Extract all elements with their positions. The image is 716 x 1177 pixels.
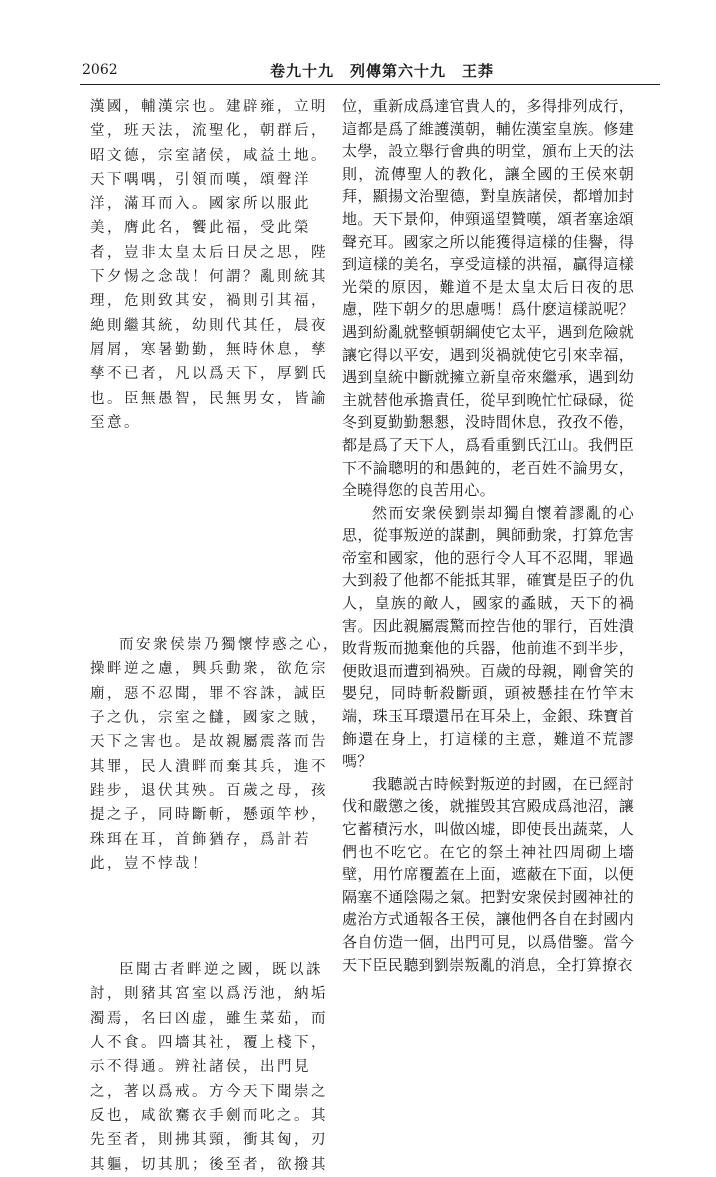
translation-paragraph-3: 我聽説古時候對叛逆的封國，在已經討伐和嚴懲之後，就摧毁其宫殿成爲池沼，讓它蓄積污水，叫做凶墟，即使長出蔬菜，人們也不吃它。在它的祭土神社四周砌上墻壁，用竹席覆蓋在上面，遮蔽在下面，以便隔塞不通陰陽之氣。把對安衆侯封國神社的處治方式通報各王侯，讓他們各自在封國内各自仿造一個，出門可見，以爲借鑒。當今天下臣民聽到劉崇叛亂的消息，全打算撩衣 <box>342 774 634 974</box>
classical-paragraph-3: 臣聞古者畔逆之國，既以誅討，則豬其宮室以爲汚池，納垢濁焉，名曰凶虚，雖生菜茹，而人不食。四墻其社，覆上棧下，示不得通。辨社諸侯，出門見之，著以爲戒。方今天下聞崇之反也，咸欲騫衣手劍而叱之。其先至者，則拂其頸，衝其匈，刃其軀，切其肌；後至者，欲撥其 <box>90 962 328 1173</box>
page-number: 2062 <box>82 62 118 78</box>
classical-paragraph-1: 漢國，輔漢宗也。建辟雍，立明堂，班天法，流聖化，朝群后，昭文德，宗室諸侯，咸益土地。天下喁喁，引領而嘆，頌聲洋洋，滿耳而入。國家所以服此美，膺此名，饗此福，受此榮者，豈非太皇太后日昃之思，陛下夕惕之念哉！何謂？亂則統其理，危則致其安，禍則引其福，絶則繼其統，幼則代其任，晨夜屑屑，寒暑勤勤，無時休息，孳孳不已者，凡以爲天下，厚劉氏也。臣無愚智，民無男女，皆諭至意。 <box>90 99 328 431</box>
page-header <box>80 60 660 85</box>
translation-paragraph-2: 然而安衆侯劉崇却獨自懷着謬亂的心思，從事叛逆的謀劃，興師動衆，打算危害帝室和國家，他的惡行令人耳不忍聞，罪過大到殺了他都不能抵其罪，確實是臣子的仇人，皇族的敵人，國家的蟊賊，天下的禍害。因此親屬震驚而控告他的罪行，百姓潰敗背叛而拋棄他的兵器，他前進不到半步，便敗退而遭到禍殃。百歲的母親，剛會笑的嬰兒，同時斬殺斷頭，頭被懸挂在竹竿末端，珠玉耳環還吊在耳朵上，金銀、珠寶首飾還在身上，打這樣的主意，難道不荒謬嗎？ <box>342 503 634 771</box>
translation-text-column <box>342 95 634 976</box>
translation-paragraph-1: 位，重新成爲達官貴人的，多得排列成行，這都是爲了維護漢朝，輔佐漢室皇族。修建太學，設立舉行會典的明堂，頒布上天的法則，流傳聖人的教化，讓全國的王侯來朝拜，顯揚文治聖德，對皇族諸侯，都增加封地。天下景仰，伸頸遥望贊嘆，頌者塞途頌聲充耳。國家之所以能獲得這樣的佳譽，得到這樣的美名，享受這樣的洪福，贏得這樣光榮的原因，難道不是太皇太后日夜的思慮，陛下朝夕的思慮嗎！爲什麽這樣説呢？遇到紛亂就整頓朝綱使它太平，遇到危險就讓它得以平安，遇到災禍就使它引來幸福，遇到皇統中斷就擁立新皇帝來繼承，遇到幼主就替他承擔責任，從早到晚忙忙碌碌，從冬到夏勤勤懇懇，没時間休息，孜孜不倦，都是爲了天下人，爲看重劉氏江山。我們臣下不論聰明的和愚鈍的，老百姓不論男女，全曉得您的良苦用心。 <box>342 97 634 500</box>
paragraph-gap <box>90 876 340 958</box>
paragraph-gap <box>90 435 340 633</box>
classical-text-column <box>90 95 340 1177</box>
classical-paragraph-2: 而安衆侯崇乃獨懷悖惑之心，操畔逆之慮，興兵動衆，欲危宗廟，惡不忍聞，罪不容誅，誠臣子之仇，宗室之讎，國家之賊，天下之害也。是故親屬震落而告其罪，民人潰畔而棄其兵，進不跬步，退伏其殃。百歲之母，孩提之子，同時斷斬，懸頭竿杪，珠珥在耳，首飾猶存，爲計若此，豈不悖哉！ <box>90 637 340 872</box>
running-head: 卷九十九 列傳第六十九 王莽 <box>270 62 495 80</box>
